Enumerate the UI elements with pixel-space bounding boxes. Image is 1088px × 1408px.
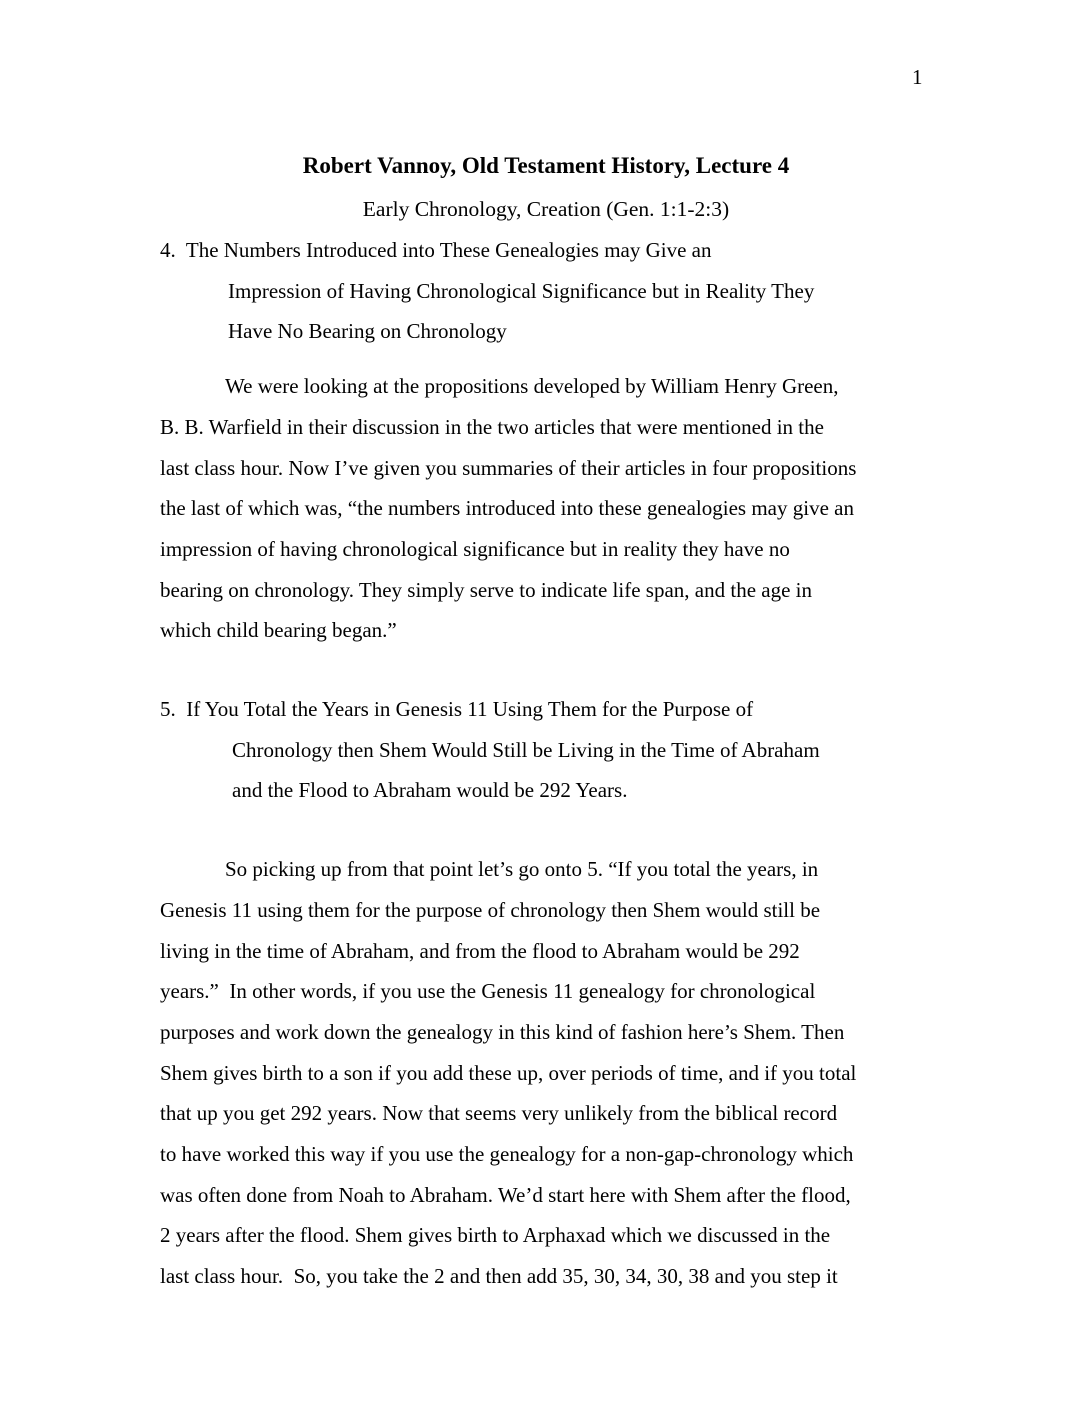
paragraph [160,366,932,651]
body-line: Shem gives birth to a son if you add these up, over periods of time, and if you total [160,1060,857,1085]
page-number: 1 [912,65,923,89]
heading-line: Have No Bearing on Chronology [228,319,507,344]
heading-line: 4. The Numbers Introduced into These Genealogies may Give an [160,238,712,262]
body-line: B. B. Warfield in their discussion in the two articles that were mentioned in the [160,414,824,439]
section-4 [160,230,932,651]
body-line: that up you get 292 years. Now that seems very unlikely from the biblical record [160,1101,838,1126]
body-line: So picking up from that point let’s go onto 5. “If you total the years, in [225,857,819,882]
doc-title: Robert Vannoy, Old Testament History, Lecture 4 [302,153,790,178]
body-line: We were looking at the propositions developed by William Henry Green, [225,374,839,399]
body-line: to have worked this way if you use the genealogy for a non-gap-chronology which [160,1142,854,1167]
body-line: which child bearing began.” [160,618,397,643]
body-line: was often done from Noah to Abraham. We’d start here with Shem after the flood, [160,1182,851,1207]
body-line: Genesis 11 using them for the purpose of chronology then Shem would still be [160,897,821,922]
paragraph [160,849,932,1297]
body-line: 2 years after the flood. Shem gives birth to Arphaxad which we discussed in the [160,1223,831,1248]
page-content [160,143,932,1297]
body-line: purposes and work down the genealogy in this kind of fashion here’s Shem. Then [160,1019,845,1044]
body-line: bearing on chronology. They simply serve to indicate life span, and the age in [160,577,812,602]
heading-line: Chronology then Shem Would Still be Living in the Time of Abraham [232,737,820,762]
spacer [160,352,932,366]
body-line: last class hour. Now I’ve given you summaries of their articles in four propositions [160,455,857,480]
body-line: years.” In other words, if you use the Genesis 11 genealogy for chronological [160,979,816,1004]
spacer [160,651,932,689]
spacer [160,811,932,849]
heading-line: Impression of Having Chronological Significance but in Reality They [228,278,815,303]
body-line: the last of which was, “the numbers introduced into these genealogies may give an [160,496,854,521]
body-line: living in the time of Abraham, and from the flood to Abraham would be 292 [160,938,800,963]
heading-line: and the Flood to Abraham would be 292 Years. [232,778,628,803]
section-5 [160,689,932,1297]
heading-line: 5. If You Total the Years in Genesis 11 Using Them for the Purpose of [160,697,754,722]
body-line: last class hour. So, you take the 2 and then add 35, 30, 34, 30, 38 and you step it [160,1264,838,1289]
doc-subtitle: Early Chronology, Creation (Gen. 1:1-2:3) [362,197,730,221]
body-line: impression of having chronological significance but in reality they have no [160,536,790,561]
